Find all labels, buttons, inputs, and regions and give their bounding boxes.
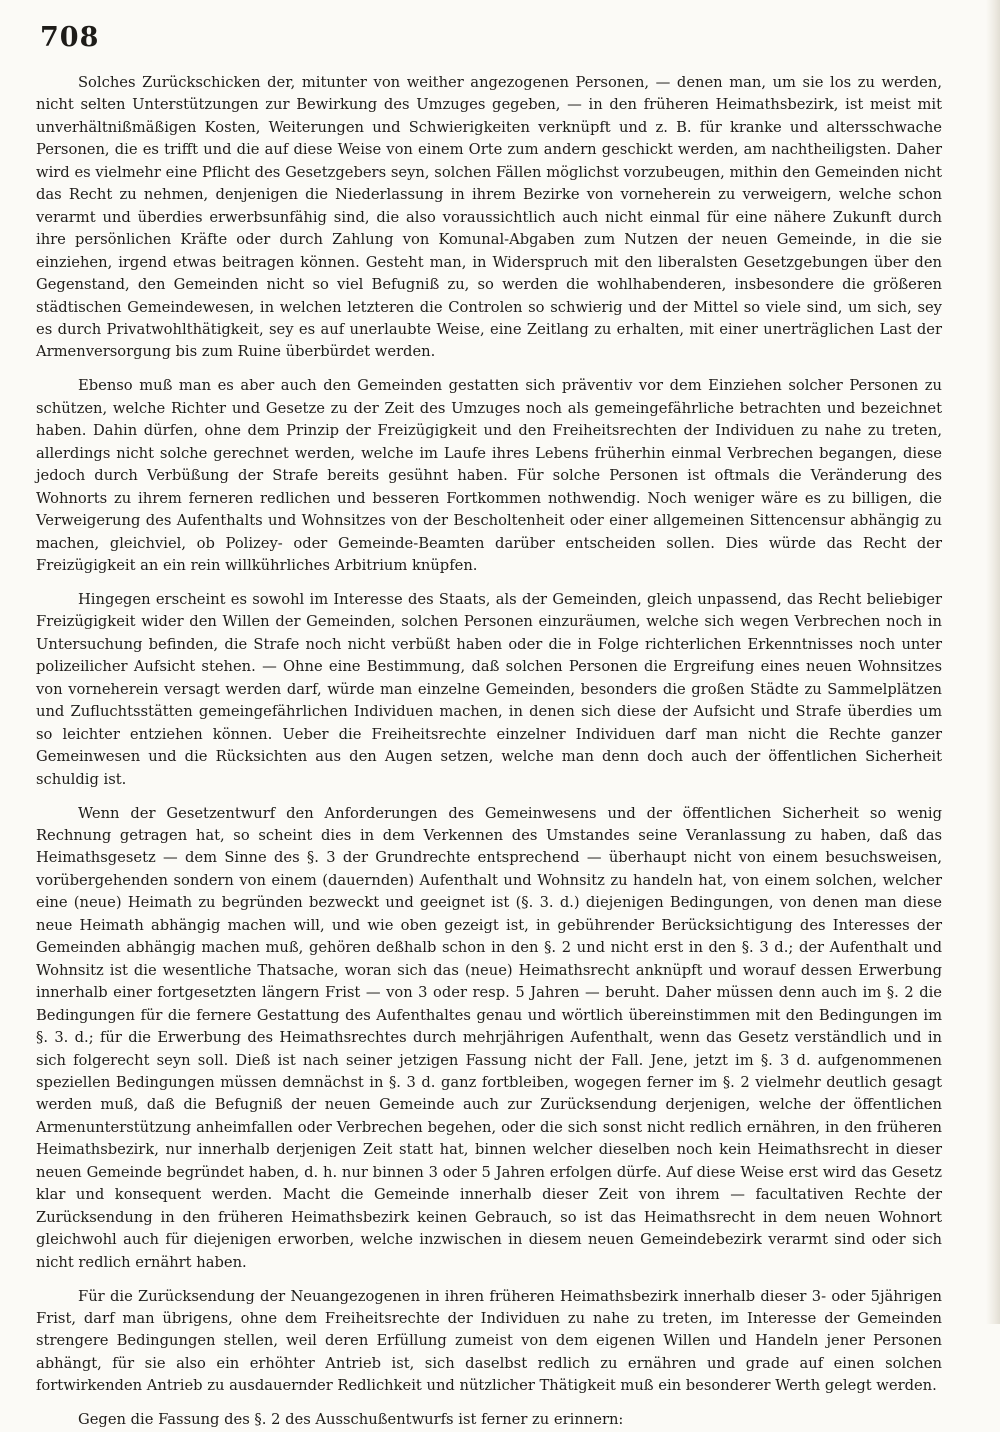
page-edge-shadow [986,0,1000,1324]
paragraph-3: Hingegen erscheint es sowohl im Interesse des Staats, als der Gemeinden, gleich unpassend, das Recht beliebiger Freizügigkeit wider den Willen der Gemeinden, solchen Personen einzuräumen, welche sich wegen Verbrechen noch in Untersuchung befinden, die Strafe noch nicht verbüßt haben oder die in Folge richterlichen Erkenntnisses noch unter polizeilicher Aufsicht stehen. — Ohne eine Bestimmung, daß solchen Personen die Ergreifung eines neuen Wohnsitzes von vorneherein versagt werden darf, würde man einzelne Gemeinden, besonders die großen Städte zu Sammelplätzen und Zufluchtsstätten gemeingefährlichen Individuen machen, in denen sich diese der Aufsicht und Strafe überdies um so leichter entziehen können. Ueber die Freiheitsrechte einzelner Individuen darf man nicht die Rechte ganzer Gemeinwesen und die Rücksichten aus den Augen setzen, welche man denn doch auch der öffentlichen Sicherheit schuldig ist. [36,590,942,788]
paragraph-1: Solches Zurückschicken der, mitunter von weither angezogenen Personen, — denen man, um sie los zu werden, nicht selten Unterstützungen zur Bewirkung des Umzuges gegeben, — in den früheren Heimathsbezirk, ist meist mit unverhältnißmäßigen Kosten, Weiterungen und Schwierigkeiten verknüpft und z. B. für kranke und altersschwache Personen, die es trifft und die auf diese Weise von einem Orte zum andern geschickt werden, am nachtheiligsten. Daher wird es vielmehr eine Pflicht des Gesetzgebers seyn, solchen Fällen möglichst vorzubeugen, mithin den Gemeinden nicht das Recht zu nehmen, denjenigen die Niederlassung in ihrem Bezirke von vorneherein zu verweigern, welche schon verarmt und überdies erwerbsunfähig sind, die also voraussichtlich auch nicht einmal für eine nähere Zukunft durch ihre persönlichen Kräfte oder durch Zahlung von Komunal-Abgaben zum Nutzen der neuen Gemeinde, in die sie einziehen, irgend etwas beitragen können. Gesteht man, in Widerspruch mit den liberalsten Gesetzgebungen über den Gegenstand, den Gemeinden nicht so viel Befugniß zu, so werden die wohlhabenderen, insbesondere die größeren städtischen Gemeindewesen, in welchen letzteren die Controlen so schwierig und der Mittel so viele sind, um sich, sey es durch Privatwohlthätigkeit, sey es auf unerlaubte Weise, eine Zeitlang zu erhalten, mit einer unerträglichen Last der Armenversorgung bis zum Ruine überbürdet werden. [36,74,942,361]
paragraph-2: Ebenso muß man es aber auch den Gemeinden gestatten sich präventiv vor dem Einziehen solcher Personen zu schützen, welche Richter und Gesetze zu der Zeit des Umzuges noch als gemeingefährliche betrachten und bezeichnet haben. Dahin dürfen, ohne dem Prinzip der Freizügigkeit und den Freiheitsrechten der Individuen zu nahe zu treten, allerdings nicht solche gerechnet werden, welche im Laufe ihres Lebens früherhin einmal Verbrechen begangen, diese jedoch durch Verbüßung der Strafe bereits gesühnt haben. Für solche Personen ist oftmals die Veränderung des Wohnorts zu ihrem ferneren redlichen und besseren Fortkommen nothwendig. Noch weniger wäre es zu billigen, die Verweigerung des Aufenthalts und Wohnsitzes von der Bescholtenheit oder einer allgemeinen Sittencensur abhängig zu machen, gleichviel, ob Polizey- oder Gemeinde-Beamten darüber entscheiden sollen. Dies würde das Recht der Freizügigkeit an ein rein willkührliches Arbitrium knüpfen. [36,377,942,575]
paragraph-5: Für die Zurücksendung der Neuangezogenen in ihren früheren Heimathsbezirk innerhalb dieser 3- oder 5jährigen Frist, darf man übrigens, ohne dem Freiheitsrechte der Individuen zu nahe zu treten, im Interesse der Gemeinden strengere Bedingungen stellen, weil deren Erfüllung zumeist von dem eigenen Willen und Handeln jener Personen abhängt, für sie also ein erhöhter Antrieb ist, sich daselbst redlich zu ernähren und grade auf einen solchen fortwirkenden Antrieb zu ausdauernder Redlichkeit und nützlicher Thätigkeit muß ein besonderer Werth gelegt werden. [36,1287,942,1395]
page-number: 708 [40,22,100,53]
paragraph-4: Wenn der Gesetzentwurf den Anforderungen des Gemeinwesens und der öffentlichen Sicherheit so wenig Rechnung getragen hat, so scheint dies in dem Verkennen des Umstandes seine Veranlassung zu haben, daß das Heimathsgesetz — dem Sinne des §. 3 der Grundrechte entsprechend — überhaupt nicht von einem besuchsweisen, vorübergehenden sondern von einem (dauernden) Aufenthalt und Wohnsitz zu handeln hat, von einem solchen, welcher eine (neue) Heimath zu begründen bezweckt und geeignet ist (§. 3. d.) diejenigen Bedingungen, von denen man diese neue Heimath abhängig machen will, und wie oben gezeigt ist, in gebührender Berücksichtigung des Interesses der Gemeinden abhängig machen muß, gehören deßhalb schon in den §. 2 und nicht erst in den §. 3 d.; der Aufenthalt und Wohnsitz ist die wesentliche Thatsache, woran sich das (neue) Heimathsrecht anknüpft und worauf dessen Erwerbung innerhalb einer fortgesetzten längern Frist — von 3 oder resp. 5 Jahren — beruht. Daher müssen denn auch im §. 2 die Bedingungen für die fernere Gestattung des Aufenthaltes genau und wörtlich übereinstimmen mit den Bedingungen im §. 3. d.; für die Erwerbung des Heimathsrechtes durch mehrjährigen Aufenthalt, wenn das Gesetz verständlich und in sich folgerecht seyn soll. Dieß ist nach seiner jetzigen Fassung nicht der Fall. Jene, jetzt im §. 3 d. aufgenommenen speziellen Bedingungen müssen demnächst in §. 3 d. ganz fortbleiben, wogegen ferner im §. 2 vielmehr deutlich gesagt werden muß, daß die Befugniß der neuen Gemeinde auch zur Zurücksendung derjenigen, welche der öffentlichen Armenunterstützung anheimfallen oder Verbrechen begehen, oder die sich sonst nicht redlich ernähren, in den früheren Heimathsbezirk, nur innerhalb derjenigen Zeit statt hat, binnen welcher dieselben noch kein Heimathsrecht in dieser neuen Gemeinde begründet haben, d. h. nur binnen 3 oder 5 Jahren erfolgen dürfe. Auf diese Weise erst wird das Gesetz klar und konsequent werden. Macht die Gemeinde innerhalb dieser Zeit von ihrem — facultativen Rechte der Zurücksendung in den früheren Heimathsbezirk keinen Gebrauch, so ist das Heimathsrecht in dem neuen Wohnort gleichwohl auch für diejenigen erworben, welche inzwischen in diesem neuen Gemeindebezirk verarmt sind oder sich nicht redlich ernährt haben. [36,804,942,1271]
paragraph-6: Gegen die Fassung des §. 2 des Ausschußentwurfs ist ferner zu erinnern: [78,1411,624,1429]
body-text [36,72,942,1432]
